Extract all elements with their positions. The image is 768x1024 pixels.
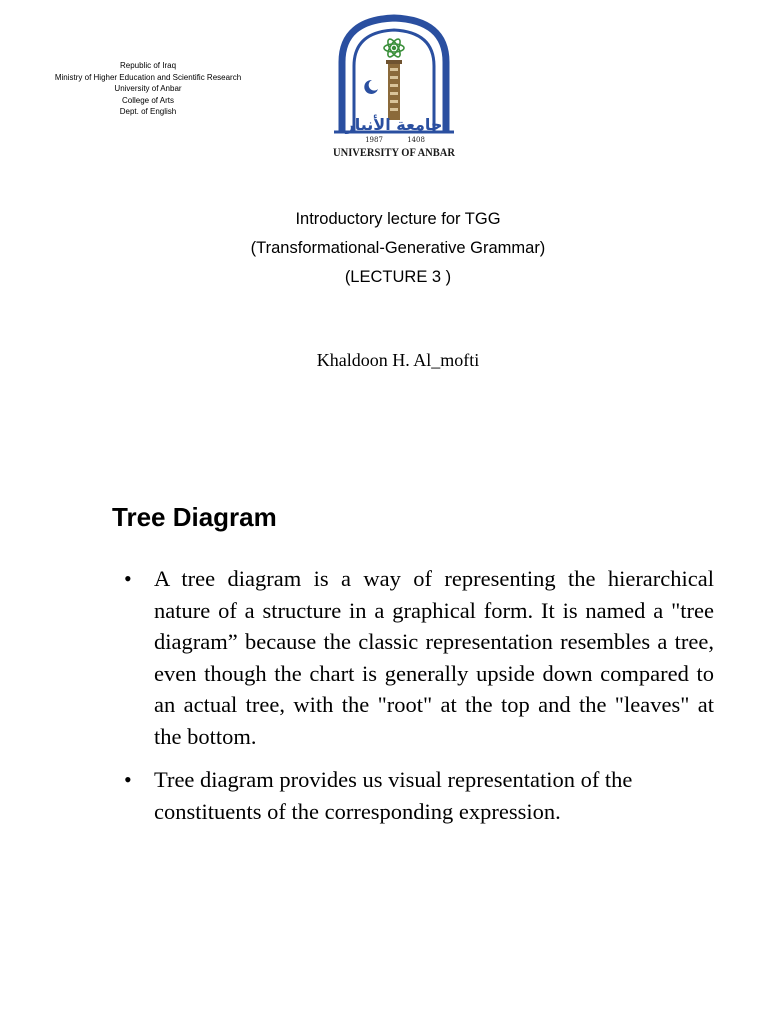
lecture-title xyxy=(0,205,768,292)
bullet-list xyxy=(122,563,714,839)
institution-header xyxy=(30,60,266,118)
logo-arabic-name: جامعة الأنبار xyxy=(345,115,443,134)
bullet-item xyxy=(122,563,714,752)
author-name: Khaldoon H. Al_mofti xyxy=(316,350,480,370)
minaret-icon xyxy=(386,60,402,120)
section-heading: Tree Diagram xyxy=(112,502,277,532)
university-logo xyxy=(328,14,460,164)
logo-year-left: 1987 xyxy=(365,136,383,144)
bullet-marker: • xyxy=(124,566,132,591)
header-line-ministry: Ministry of Higher Education and Scientific Research xyxy=(54,72,242,82)
title-line-2: (Transformational-Generative Grammar) xyxy=(250,239,546,257)
logo-caption: UNIVERSITY OF ANBAR xyxy=(333,145,456,159)
header-line-department: Dept. of English xyxy=(119,107,177,116)
bullet-text: Tree diagram provides us visual representation of the constituents of the corresponding expression. xyxy=(154,767,633,824)
bullet-item xyxy=(122,764,714,827)
bullet-text: A tree diagram is a way of representing the hierarchical nature of a structure in a graphical form. It is named a "tree diagram” because the classic representation resembles a tree, even though the chart is generally upside down compared to an actual tree, with the "root" at the top and the "leaves" at the bottom. xyxy=(154,566,714,749)
logo-year-right: 1408 xyxy=(407,136,425,144)
title-line-3: (LECTURE 3 ) xyxy=(344,268,452,286)
bullet-marker: • xyxy=(124,767,132,792)
title-line-1: Introductory lecture for TGG xyxy=(295,210,501,228)
header-line-country: Republic of Iraq xyxy=(119,61,177,70)
header-line-college: College of Arts xyxy=(121,95,175,105)
atom-emblem xyxy=(384,37,404,58)
header-line-university: University of Anbar xyxy=(114,84,182,93)
